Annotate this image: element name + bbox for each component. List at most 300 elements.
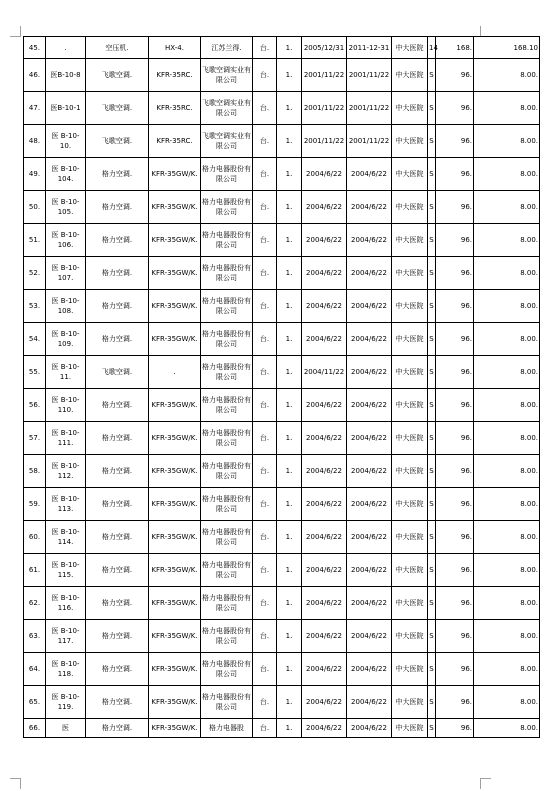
start-date-cell: 2004/6/22 <box>347 455 392 488</box>
unit-cell: 台. <box>253 356 277 389</box>
start-date-cell: 2004/6/22 <box>347 158 392 191</box>
department-cell: 中大医院 <box>392 686 428 719</box>
category-cell: S <box>428 521 436 554</box>
unit-cell: 台. <box>253 719 277 738</box>
start-date-cell: 2004/6/22 <box>347 653 392 686</box>
unit-cell: 台. <box>253 158 277 191</box>
manufacturer-cell: 格力电器股份有限公司 <box>201 323 253 356</box>
table-row <box>24 620 540 653</box>
category-cell: S <box>428 59 436 92</box>
start-date-cell: 2004/6/22 <box>347 224 392 257</box>
purchase-date-cell: 2004/11/22 <box>302 356 347 389</box>
net-value-cell: 8.00. <box>474 653 540 686</box>
model-cell: KFR-35RC. <box>149 59 201 92</box>
row-number-cell: 57. <box>24 422 46 455</box>
asset-code-cell: 医 B-10-114. <box>46 521 86 554</box>
purchase-date-cell: 2004/6/22 <box>302 620 347 653</box>
row-number-cell: 52. <box>24 257 46 290</box>
unit-cell: 台. <box>253 323 277 356</box>
table-row <box>24 554 540 587</box>
quantity-cell: 1. <box>277 356 302 389</box>
asset-code-cell: 医 B-10-112. <box>46 455 86 488</box>
purchase-date-cell: 2004/6/22 <box>302 422 347 455</box>
asset-code-cell: 医B-10-8 <box>46 59 86 92</box>
asset-code-cell: 医 B-10-113. <box>46 488 86 521</box>
department-cell: 中大医院 <box>392 455 428 488</box>
purchase-date-cell: 2001/11/22 <box>302 125 347 158</box>
equipment-type-cell: 格力空调. <box>86 719 149 738</box>
original-value-cell: 96. <box>436 158 474 191</box>
net-value-cell: 8.00. <box>474 290 540 323</box>
department-cell: 中大医院 <box>392 224 428 257</box>
row-number-cell: 64. <box>24 653 46 686</box>
purchase-date-cell: 2004/6/22 <box>302 686 347 719</box>
start-date-cell: 2001/11/22 <box>347 125 392 158</box>
original-value-cell: 96. <box>436 521 474 554</box>
quantity-cell: 1. <box>277 719 302 738</box>
manufacturer-cell: 飞歌空调实业有限公司 <box>201 59 253 92</box>
quantity-cell: 1. <box>277 191 302 224</box>
asset-code-cell: 医 B-10-104. <box>46 158 86 191</box>
asset-code-cell: 医 B-10-118. <box>46 653 86 686</box>
asset-code-cell: 医 B-10-105. <box>46 191 86 224</box>
model-cell: KFR-35GW/K. <box>149 488 201 521</box>
quantity-cell: 1. <box>277 488 302 521</box>
equipment-type-cell: 格力空调. <box>86 686 149 719</box>
manufacturer-cell: 格力电器股份有限公司 <box>201 455 253 488</box>
table-row <box>24 257 540 290</box>
asset-code-cell: 医 <box>46 719 86 738</box>
purchase-date-cell: 2004/6/22 <box>302 455 347 488</box>
start-date-cell: 2001/11/22 <box>347 59 392 92</box>
model-cell: KFR-35GW/K. <box>149 257 201 290</box>
unit-cell: 台. <box>253 521 277 554</box>
manufacturer-cell: 格力电器股份有限公司 <box>201 389 253 422</box>
unit-cell: 台. <box>253 37 277 59</box>
category-cell: S <box>428 158 436 191</box>
asset-code-cell: 医 B-10-116. <box>46 587 86 620</box>
start-date-cell: 2004/6/22 <box>347 422 392 455</box>
department-cell: 中大医院 <box>392 653 428 686</box>
manufacturer-cell: 格力电器股份有限公司 <box>201 554 253 587</box>
start-date-cell: 2004/6/22 <box>347 686 392 719</box>
model-cell: KFR-35GW/K. <box>149 224 201 257</box>
start-date-cell: 2004/6/22 <box>347 257 392 290</box>
start-date-cell: 2004/6/22 <box>347 290 392 323</box>
asset-code-cell: 医 B-10-119. <box>46 686 86 719</box>
net-value-cell: 8.00. <box>474 620 540 653</box>
original-value-cell: 96. <box>436 389 474 422</box>
net-value-cell: 8.00. <box>474 323 540 356</box>
equipment-type-cell: 格力空调. <box>86 257 149 290</box>
table-row <box>24 59 540 92</box>
model-cell: KFR-35GW/K. <box>149 191 201 224</box>
start-date-cell: 2004/6/22 <box>347 620 392 653</box>
row-number-cell: 54. <box>24 323 46 356</box>
manufacturer-cell: 格力电器股份有限公司 <box>201 191 253 224</box>
department-cell: 中大医院 <box>392 422 428 455</box>
category-cell: S <box>428 554 436 587</box>
model-cell: KFR-35RC. <box>149 125 201 158</box>
unit-cell: 台. <box>253 257 277 290</box>
net-value-cell: 8.00. <box>474 521 540 554</box>
purchase-date-cell: 2004/6/22 <box>302 389 347 422</box>
table-row <box>24 92 540 125</box>
equipment-type-cell: 飞歌空调. <box>86 59 149 92</box>
net-value-cell: 8.00. <box>474 125 540 158</box>
start-date-cell: 2004/6/22 <box>347 191 392 224</box>
model-cell: KFR-35GW/K. <box>149 323 201 356</box>
start-date-cell: 2004/6/22 <box>347 554 392 587</box>
original-value-cell: 168. <box>436 37 474 59</box>
asset-code-cell: 医 B-10-10. <box>46 125 86 158</box>
unit-cell: 台. <box>253 455 277 488</box>
purchase-date-cell: 2004/6/22 <box>302 191 347 224</box>
net-value-cell: 8.00. <box>474 356 540 389</box>
quantity-cell: 1. <box>277 92 302 125</box>
purchase-date-cell: 2004/6/22 <box>302 719 347 738</box>
unit-cell: 台. <box>253 224 277 257</box>
asset-code-cell: 医 B-10-108. <box>46 290 86 323</box>
quantity-cell: 1. <box>277 37 302 59</box>
net-value-cell: 8.00. <box>474 158 540 191</box>
manufacturer-cell: 格力电器股份有限公司 <box>201 224 253 257</box>
equipment-type-cell: 格力空调. <box>86 158 149 191</box>
model-cell: . <box>149 356 201 389</box>
purchase-date-cell: 2004/6/22 <box>302 224 347 257</box>
net-value-cell: 8.00. <box>474 587 540 620</box>
department-cell: 中大医院 <box>392 125 428 158</box>
model-cell: KFR-35GW/K. <box>149 653 201 686</box>
table-row <box>24 422 540 455</box>
quantity-cell: 1. <box>277 620 302 653</box>
table-row <box>24 323 540 356</box>
table-row <box>24 455 540 488</box>
category-cell: S <box>428 587 436 620</box>
original-value-cell: 96. <box>436 257 474 290</box>
purchase-date-cell: 2004/6/22 <box>302 521 347 554</box>
purchase-date-cell: 2004/6/22 <box>302 488 347 521</box>
row-number-cell: 59. <box>24 488 46 521</box>
model-cell: KFR-35GW/K. <box>149 521 201 554</box>
unit-cell: 台. <box>253 422 277 455</box>
manufacturer-cell: 格力电器股份有限公司 <box>201 488 253 521</box>
original-value-cell: 96. <box>436 422 474 455</box>
quantity-cell: 1. <box>277 455 302 488</box>
manufacturer-cell: 飞歌空调实业有限公司 <box>201 92 253 125</box>
quantity-cell: 1. <box>277 422 302 455</box>
department-cell: 中大医院 <box>392 620 428 653</box>
model-cell: KFR-35GW/K. <box>149 158 201 191</box>
purchase-date-cell: 2004/6/22 <box>302 257 347 290</box>
manufacturer-cell: 格力电器股份有限公司 <box>201 620 253 653</box>
original-value-cell: 96. <box>436 620 474 653</box>
manufacturer-cell: 格力电器股份有限公司 <box>201 587 253 620</box>
category-cell: S <box>428 92 436 125</box>
unit-cell: 台. <box>253 59 277 92</box>
equipment-type-cell: 格力空调. <box>86 290 149 323</box>
category-cell: S <box>428 356 436 389</box>
net-value-cell: 8.00. <box>474 59 540 92</box>
asset-code-cell: 医 B-10-115. <box>46 554 86 587</box>
row-number-cell: 49. <box>24 158 46 191</box>
row-number-cell: 51. <box>24 224 46 257</box>
quantity-cell: 1. <box>277 554 302 587</box>
quantity-cell: 1. <box>277 389 302 422</box>
quantity-cell: 1. <box>277 158 302 191</box>
equipment-type-cell: 格力空调. <box>86 323 149 356</box>
start-date-cell: 2004/6/22 <box>347 521 392 554</box>
row-number-cell: 53. <box>24 290 46 323</box>
crop-mark-top-left <box>10 26 21 37</box>
department-cell: 中大医院 <box>392 488 428 521</box>
manufacturer-cell: 格力电器股份有限公司 <box>201 290 253 323</box>
net-value-cell: 8.00. <box>474 455 540 488</box>
model-cell: HX-4. <box>149 37 201 59</box>
row-number-cell: 50. <box>24 191 46 224</box>
department-cell: 中大医院 <box>392 59 428 92</box>
row-number-cell: 62. <box>24 587 46 620</box>
row-number-cell: 65. <box>24 686 46 719</box>
table-row <box>24 587 540 620</box>
purchase-date-cell: 2001/11/22 <box>302 92 347 125</box>
table-row <box>24 521 540 554</box>
net-value-cell: 8.00. <box>474 191 540 224</box>
net-value-cell: 168.10 <box>474 37 540 59</box>
category-cell: S <box>428 455 436 488</box>
unit-cell: 台. <box>253 653 277 686</box>
category-cell: S <box>428 191 436 224</box>
quantity-cell: 1. <box>277 521 302 554</box>
start-date-cell: 2004/6/22 <box>347 356 392 389</box>
model-cell: KFR-35GW/K. <box>149 620 201 653</box>
quantity-cell: 1. <box>277 323 302 356</box>
equipment-type-cell: 格力空调. <box>86 521 149 554</box>
equipment-type-cell: 格力空调. <box>86 620 149 653</box>
category-cell: 14 <box>428 37 436 59</box>
manufacturer-cell: 格力电器股份有限公司 <box>201 422 253 455</box>
manufacturer-cell: 格力电器股份有限公司 <box>201 158 253 191</box>
purchase-date-cell: 2004/6/22 <box>302 158 347 191</box>
purchase-date-cell: 2004/6/22 <box>302 290 347 323</box>
row-number-cell: 60. <box>24 521 46 554</box>
asset-code-cell: 医 B-10-117. <box>46 620 86 653</box>
purchase-date-cell: 2001/11/22 <box>302 59 347 92</box>
purchase-date-cell: 2004/6/22 <box>302 323 347 356</box>
original-value-cell: 96. <box>436 323 474 356</box>
unit-cell: 台. <box>253 587 277 620</box>
model-cell: KFR-35RC. <box>149 92 201 125</box>
manufacturer-cell: 江苏兰得. <box>201 37 253 59</box>
row-number-cell: 46. <box>24 59 46 92</box>
row-number-cell: 47. <box>24 92 46 125</box>
original-value-cell: 96. <box>436 653 474 686</box>
unit-cell: 台. <box>253 191 277 224</box>
quantity-cell: 1. <box>277 224 302 257</box>
asset-code-cell: 医 B-10-11. <box>46 356 86 389</box>
quantity-cell: 1. <box>277 587 302 620</box>
equipment-type-cell: 格力空调. <box>86 455 149 488</box>
start-date-cell: 2004/6/22 <box>347 587 392 620</box>
start-date-cell: 2004/6/22 <box>347 389 392 422</box>
category-cell: S <box>428 125 436 158</box>
net-value-cell: 8.00. <box>474 389 540 422</box>
table-row <box>24 488 540 521</box>
category-cell: S <box>428 422 436 455</box>
original-value-cell: 96. <box>436 125 474 158</box>
asset-code-cell: 医 B-10-107. <box>46 257 86 290</box>
model-cell: KFR-35GW/K. <box>149 422 201 455</box>
original-value-cell: 96. <box>436 356 474 389</box>
equipment-type-cell: 格力空调. <box>86 422 149 455</box>
equipment-type-cell: 格力空调. <box>86 653 149 686</box>
quantity-cell: 1. <box>277 125 302 158</box>
crop-mark-bottom-right <box>480 778 491 789</box>
crop-mark-bottom-left <box>10 778 21 789</box>
quantity-cell: 1. <box>277 59 302 92</box>
manufacturer-cell: 格力电器股份有限公司 <box>201 257 253 290</box>
net-value-cell: 8.00. <box>474 224 540 257</box>
table-row <box>24 653 540 686</box>
start-date-cell: 2004/6/22 <box>347 719 392 738</box>
equipment-type-cell: 格力空调. <box>86 224 149 257</box>
net-value-cell: 8.00. <box>474 488 540 521</box>
table-row <box>24 686 540 719</box>
equipment-type-cell: 飞歌空调. <box>86 125 149 158</box>
quantity-cell: 1. <box>277 686 302 719</box>
row-number-cell: 58. <box>24 455 46 488</box>
row-number-cell: 66. <box>24 719 46 738</box>
department-cell: 中大医院 <box>392 191 428 224</box>
manufacturer-cell: 格力电器股份有限公司 <box>201 356 253 389</box>
table-row <box>24 37 540 59</box>
row-number-cell: 56. <box>24 389 46 422</box>
table-row <box>24 158 540 191</box>
manufacturer-cell: 格力电器股份有限公司 <box>201 521 253 554</box>
category-cell: S <box>428 719 436 738</box>
department-cell: 中大医院 <box>392 37 428 59</box>
purchase-date-cell: 2004/6/22 <box>302 554 347 587</box>
unit-cell: 台. <box>253 554 277 587</box>
start-date-cell: 2004/6/22 <box>347 323 392 356</box>
department-cell: 中大医院 <box>392 323 428 356</box>
model-cell: KFR-35GW/K. <box>149 455 201 488</box>
asset-code-cell: 医 B-10-110. <box>46 389 86 422</box>
net-value-cell: 8.00. <box>474 686 540 719</box>
model-cell: KFR-35GW/K. <box>149 587 201 620</box>
equipment-type-cell: 格力空调. <box>86 488 149 521</box>
table-row <box>24 191 540 224</box>
category-cell: S <box>428 620 436 653</box>
table-row <box>24 356 540 389</box>
equipment-table <box>23 36 540 738</box>
manufacturer-cell: 飞歌空调实业有限公司 <box>201 125 253 158</box>
department-cell: 中大医院 <box>392 257 428 290</box>
net-value-cell: 8.00. <box>474 719 540 738</box>
original-value-cell: 96. <box>436 224 474 257</box>
department-cell: 中大医院 <box>392 389 428 422</box>
asset-code-cell: 医B-10-1 <box>46 92 86 125</box>
category-cell: S <box>428 653 436 686</box>
category-cell: S <box>428 323 436 356</box>
department-cell: 中大医院 <box>392 290 428 323</box>
category-cell: S <box>428 224 436 257</box>
purchase-date-cell: 2004/6/22 <box>302 653 347 686</box>
original-value-cell: 96. <box>436 455 474 488</box>
asset-code-cell: 医 B-10-106. <box>46 224 86 257</box>
category-cell: S <box>428 290 436 323</box>
equipment-type-cell: 飞歌空调. <box>86 356 149 389</box>
table-row <box>24 719 540 738</box>
purchase-date-cell: 2004/6/22 <box>302 587 347 620</box>
net-value-cell: 8.00. <box>474 257 540 290</box>
unit-cell: 台. <box>253 290 277 323</box>
category-cell: S <box>428 257 436 290</box>
net-value-cell: 8.00. <box>474 554 540 587</box>
unit-cell: 台. <box>253 389 277 422</box>
original-value-cell: 96. <box>436 587 474 620</box>
department-cell: 中大医院 <box>392 719 428 738</box>
net-value-cell: 8.00. <box>474 92 540 125</box>
manufacturer-cell: 格力电器股份有限公司 <box>201 686 253 719</box>
quantity-cell: 1. <box>277 653 302 686</box>
original-value-cell: 96. <box>436 191 474 224</box>
model-cell: KFR-35GW/K. <box>149 719 201 738</box>
equipment-type-cell: 格力空调. <box>86 191 149 224</box>
row-number-cell: 48. <box>24 125 46 158</box>
original-value-cell: 96. <box>436 554 474 587</box>
equipment-type-cell: 格力空调. <box>86 389 149 422</box>
department-cell: 中大医院 <box>392 521 428 554</box>
asset-code-cell: 医 B-10-109. <box>46 323 86 356</box>
unit-cell: 台. <box>253 125 277 158</box>
department-cell: 中大医院 <box>392 356 428 389</box>
manufacturer-cell: 格力电器股份有限公司 <box>201 653 253 686</box>
model-cell: KFR-35GW/K. <box>149 554 201 587</box>
row-number-cell: 45. <box>24 37 46 59</box>
table-row <box>24 125 540 158</box>
start-date-cell: 2011-12-31 <box>347 37 392 59</box>
table-row <box>24 224 540 257</box>
unit-cell: 台. <box>253 488 277 521</box>
asset-code-cell: . <box>46 37 86 59</box>
row-number-cell: 55. <box>24 356 46 389</box>
row-number-cell: 63. <box>24 620 46 653</box>
unit-cell: 台. <box>253 92 277 125</box>
equipment-type-cell: 格力空调. <box>86 554 149 587</box>
original-value-cell: 96. <box>436 92 474 125</box>
equipment-type-cell: 格力空调. <box>86 587 149 620</box>
original-value-cell: 96. <box>436 686 474 719</box>
category-cell: S <box>428 686 436 719</box>
row-number-cell: 61. <box>24 554 46 587</box>
net-value-cell: 8.00. <box>474 422 540 455</box>
model-cell: KFR-35GW/K. <box>149 389 201 422</box>
original-value-cell: 96. <box>436 488 474 521</box>
unit-cell: 台. <box>253 620 277 653</box>
manufacturer-cell: 格力电器股 <box>201 719 253 738</box>
start-date-cell: 2004/6/22 <box>347 488 392 521</box>
purchase-date-cell: 2005/12/31 <box>302 37 347 59</box>
asset-code-cell: 医 B-10-111. <box>46 422 86 455</box>
model-cell: KFR-35GW/K. <box>149 290 201 323</box>
table-row <box>24 389 540 422</box>
quantity-cell: 1. <box>277 290 302 323</box>
quantity-cell: 1. <box>277 257 302 290</box>
model-cell: KFR-35GW/K. <box>149 686 201 719</box>
original-value-cell: 96. <box>436 59 474 92</box>
start-date-cell: 2001/11/22 <box>347 92 392 125</box>
